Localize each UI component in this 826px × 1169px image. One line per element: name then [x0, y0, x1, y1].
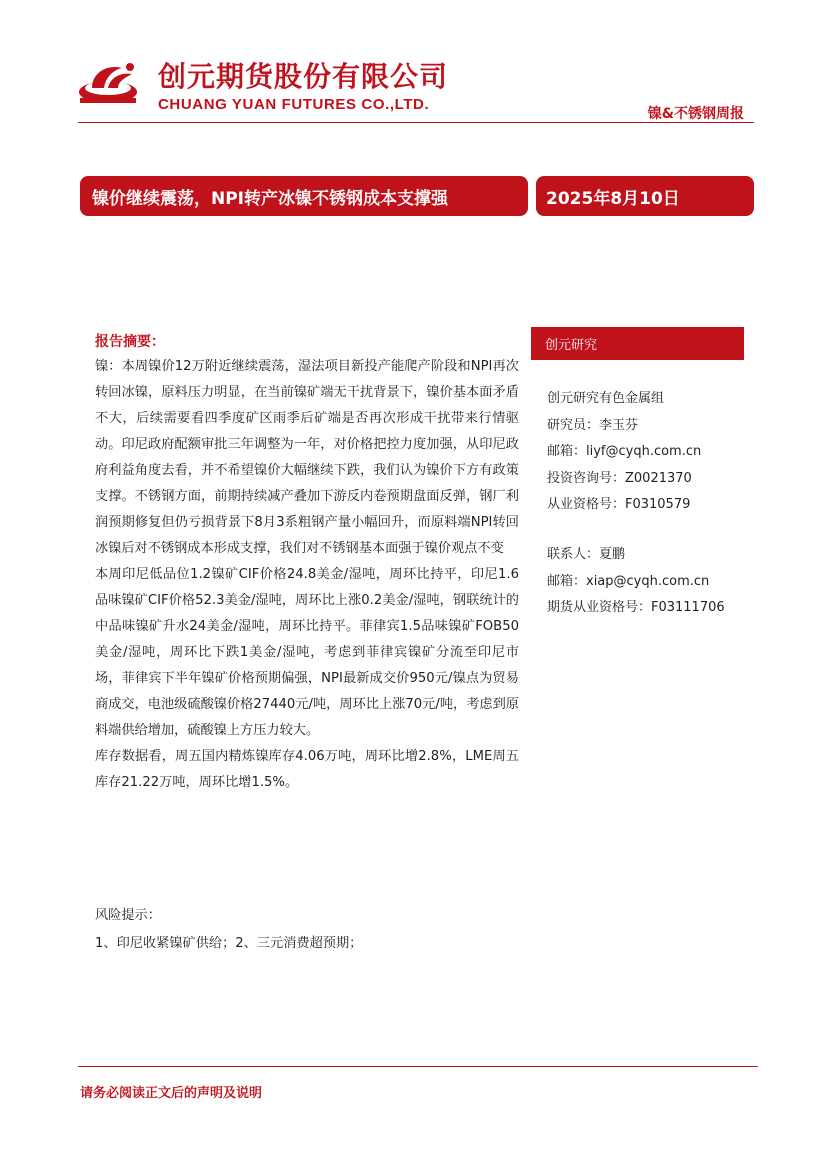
summary-body [95, 354, 519, 796]
summary-paragraph-ore-prices: 本周印尼低品位1.2镍矿CIF价格24.8美金/湿吨，周环比持平，印尼1.6品味镍矿CIF价格52.3美金/湿吨，周环比上涨0.2美金/湿吨，钢联统计的中品味镍矿升水24美金/湿吨，周环比持平。菲律宾1.5品味镍矿FOB50美金/湿吨，周环比下跌1美金/湿吨，考虑到菲律宾镍矿分流至印尼市场，菲律宾下半年镍矿价格预期偏强，NPI最新成交价950元/镍点为贸易商成交，电池级硫酸镍价格27440元/吨，周环比上涨70元/吨，考虑到原料端供给增加，硫酸镍上方压力较大。 [95, 567, 519, 738]
header-divider [78, 122, 754, 123]
research-team: 创元研究有色金属组 [547, 391, 665, 406]
contact-info [547, 542, 725, 622]
report-date-banner [536, 176, 754, 216]
risk-text: 1、印尼收紧镍矿供给；2、三元消费超预期； [95, 936, 363, 951]
report-title-banner [80, 176, 528, 216]
footer-divider [78, 1066, 758, 1067]
summary-heading: 报告摘要： [95, 334, 165, 350]
researcher-name: 研究员：李玉芬 [547, 417, 639, 433]
report-title: 镍价继续震荡，NPI转产冰镍不锈钢成本支撑强 [92, 188, 449, 209]
risk-heading: 风险提示： [95, 908, 161, 923]
qualification-number: 从业资格号：F0310579 [547, 497, 691, 512]
investment-consult-number: 投资咨询号：Z0021370 [547, 470, 692, 486]
report-date: 2025年8月10日 [546, 188, 680, 209]
chuangyuan-logo-icon [78, 58, 146, 110]
report-type-label: 镍&不锈钢周报 [647, 106, 744, 122]
sidebar-header-label: 创元研究 [545, 338, 598, 353]
summary-paragraph-inventory: 库存数据看，周五国内精炼镍库存4.06万吨，周环比增2.8%，LME周五库存21.22万吨，周环比增1.5%。 [95, 749, 519, 790]
company-name-en: CHUANG YUAN FUTURES CO.,LTD. [158, 96, 430, 113]
contact-name: 联系人：夏鹏 [547, 547, 626, 562]
contact-email: 邮箱：xiap@cyqh.com.cn [547, 573, 710, 589]
company-name-cn: 创元期货股份有限公司 [158, 60, 449, 93]
summary-paragraph-nickel: 镍：本周镍价12万附近继续震荡，湿法项目新投产能爬产阶段和NPI再次转回冰镍，原料压力明显，在当前镍矿端无干扰背景下，镍价基本面矛盾不大，后续需要看四季度矿区雨季后矿端是否再次形成干扰带来行情驱动。印尼政府配额审批三年调整为一年，对价格把控力度加强，从印尼政府利益角度去看，并不希望镍价大幅继续下跌，我们认为镍价下方有政策支撑。不锈钢方面，前期持续减产叠加下游反内卷预期盘面反弹，钢厂利润预期修复但仍亏损背景下8月3系粗钢产量小幅回升，而原料端NPI转回冰镍后对不锈钢成本形成支撑，我们对不锈钢基本面强于镍价观点不变 [95, 359, 519, 556]
futures-qualification-number: 期货从业资格号：F03111706 [547, 600, 725, 615]
researcher-email: 邮箱：liyf@cyqh.com.cn [547, 444, 702, 459]
sidebar-header [531, 327, 744, 360]
researcher-info [547, 386, 701, 519]
footer-disclaimer: 请务必阅读正文后的声明及说明 [80, 1086, 263, 1101]
